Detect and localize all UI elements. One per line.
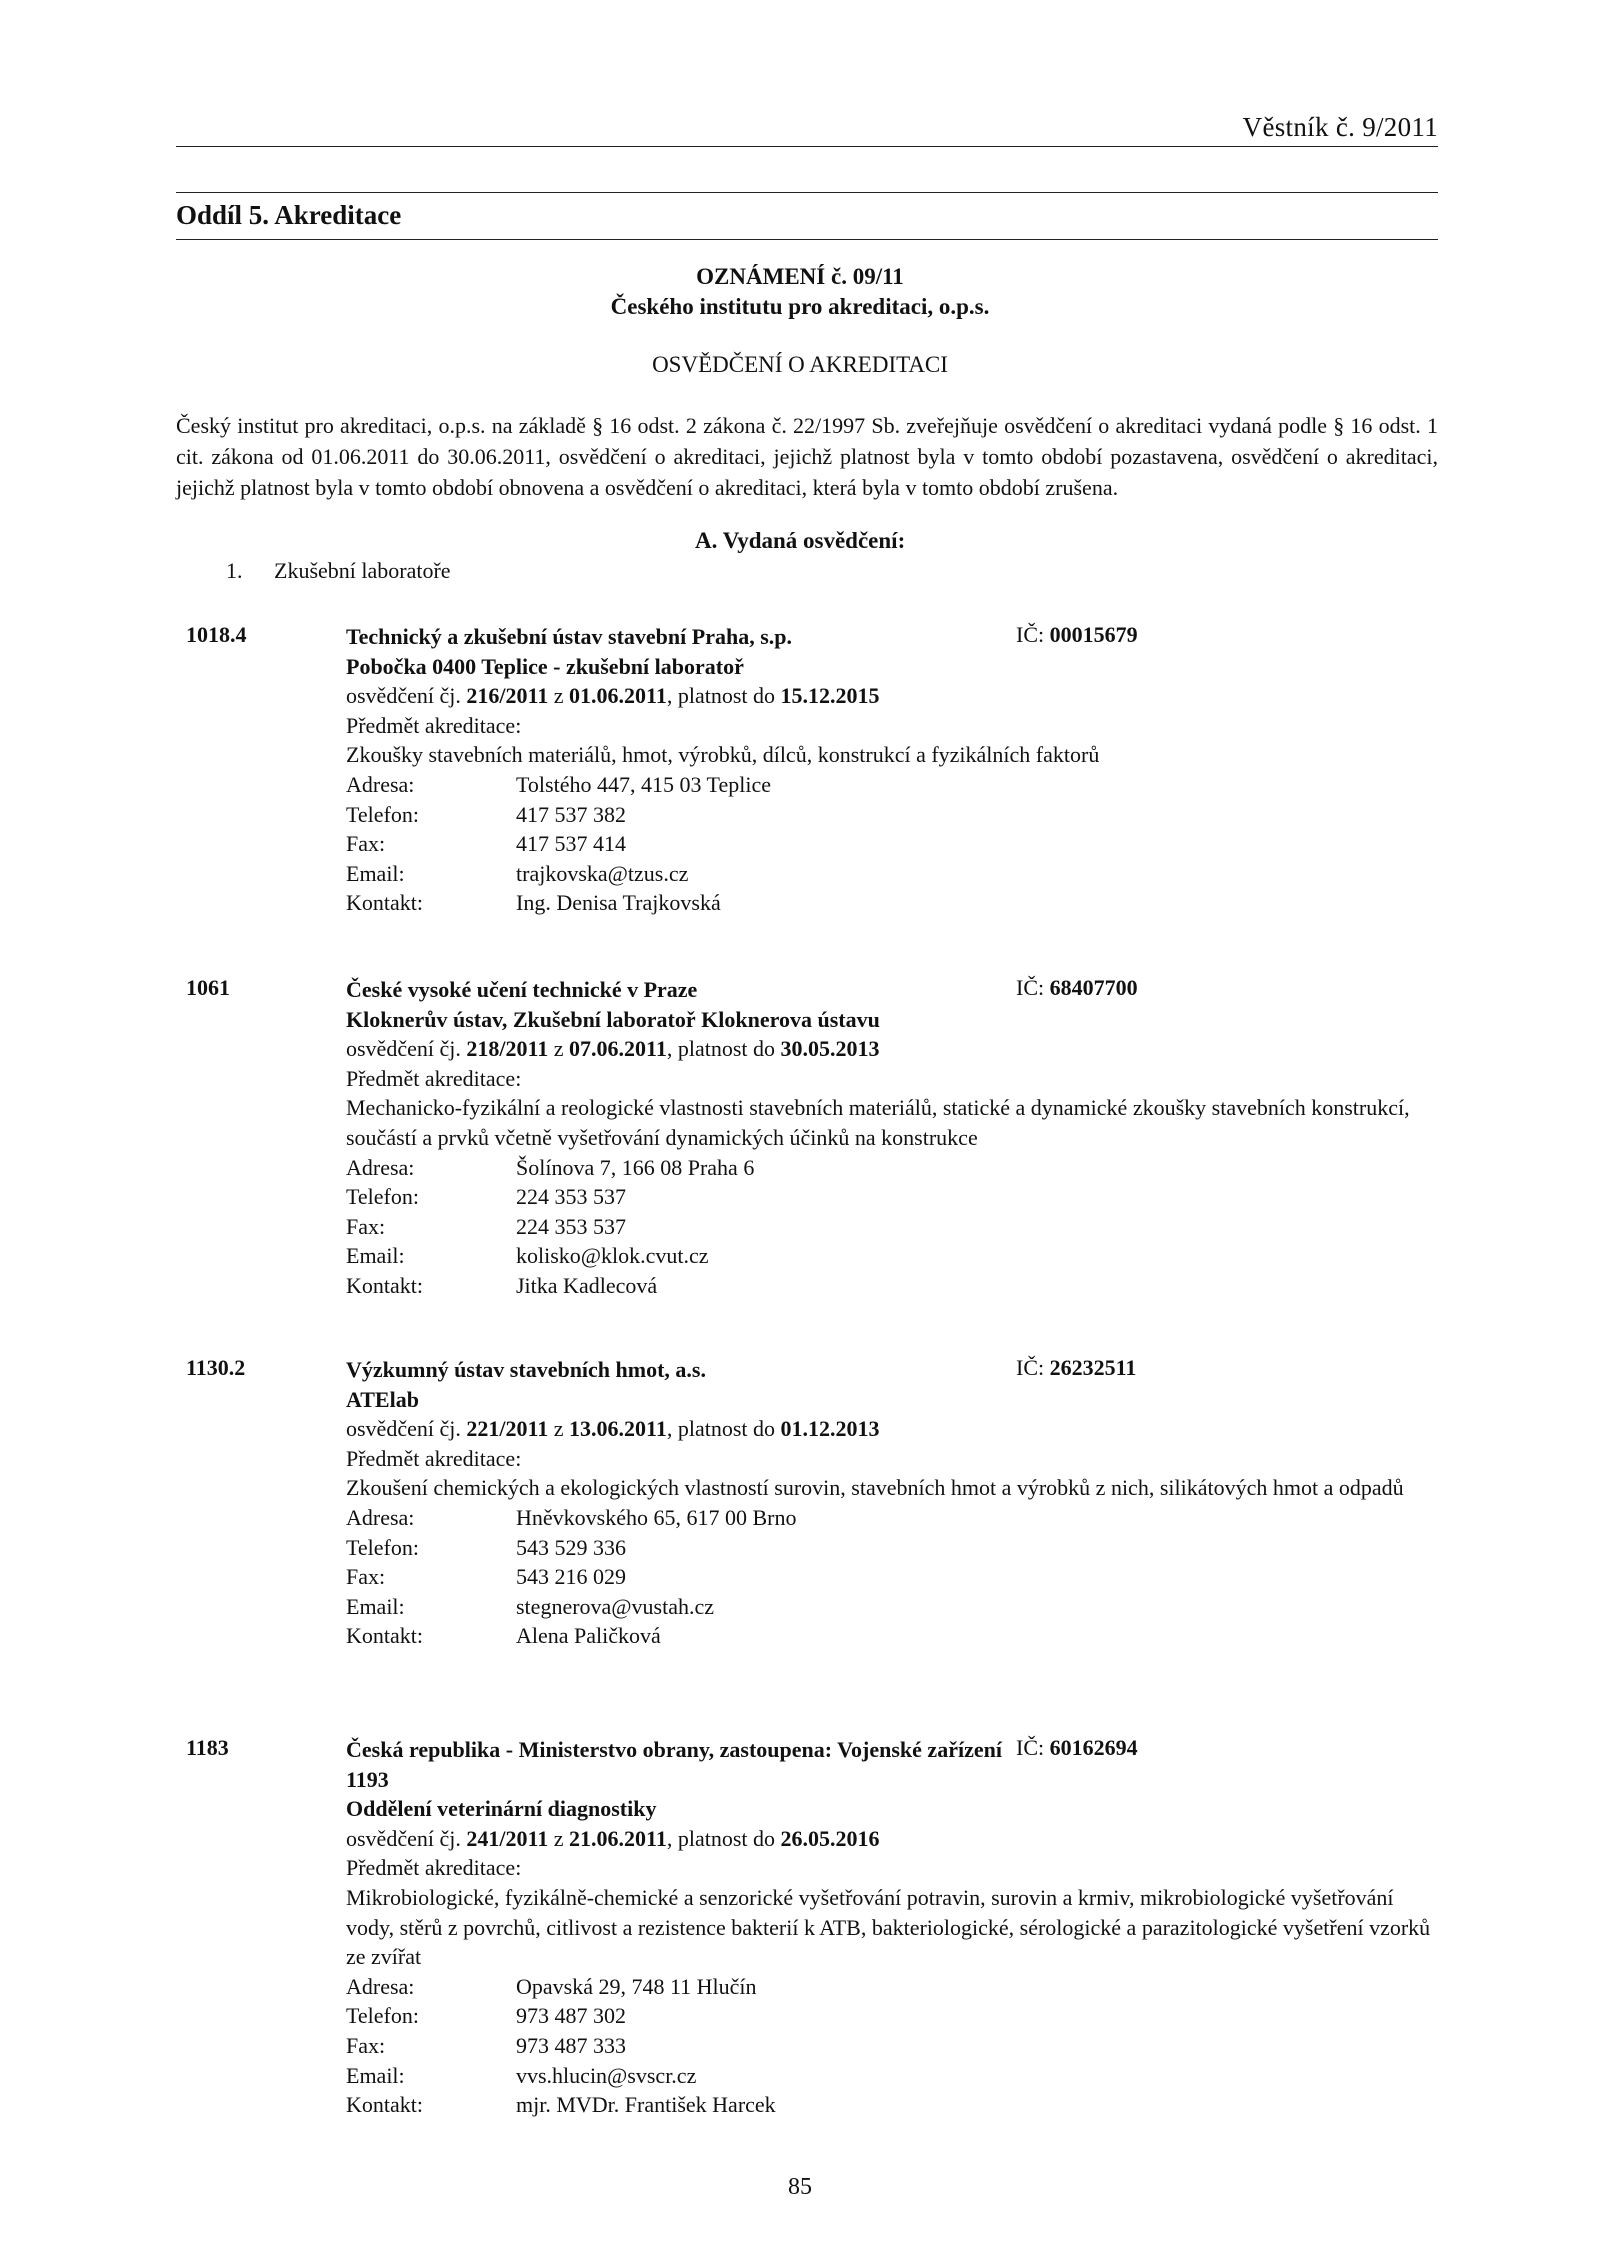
announcement-number: OZNÁMENÍ č. 09/11 (696, 264, 904, 289)
org-unit: Kloknerův ústav, Zkušební laboratoř Kloknerova ústavu (346, 1006, 880, 1032)
subject-label: Předmět akreditace: (346, 712, 522, 738)
contact-row: Kontakt: Ing. Denisa Trajkovská (346, 890, 721, 916)
address-row: Adresa: Opavská 29, 748 11 Hlučín (346, 1973, 757, 1999)
subject-label: Předmět akreditace: (346, 1855, 522, 1881)
section-rule-bottom (176, 239, 1438, 240)
fax-row: Fax: 543 216 029 (346, 1564, 626, 1590)
address-row: Adresa: Hněvkovského 65, 617 00 Brno (346, 1504, 797, 1530)
certificate-line: osvědčení čj. 241/2011 z 21.06.2011, platnost do 26.05.2016 (346, 1825, 880, 1851)
entry-number: 1018.4 (186, 622, 247, 647)
subject-text: Zkoušení chemických a ekologických vlastností surovin, stavebních hmot a výrobků z nich, silikátových hmot a odpadů (346, 1475, 1404, 1501)
fax-row: Fax: 973 487 333 (346, 2032, 626, 2058)
entry-number: 1061 (186, 975, 230, 1000)
fax-row: Fax: 224 353 537 (346, 1213, 626, 1239)
contact-row: Kontakt: Alena Paličková (346, 1623, 661, 1649)
subject-text: Zkoušky stavebních materiálů, hmot, výrobků, dílců, konstrukcí a fyzikálních faktorů (346, 742, 1100, 768)
announcement-subject: OSVĚDČENÍ O AKREDITACI (652, 352, 948, 377)
email-row: Email: vvs.hlucin@svscr.cz (346, 2062, 697, 2088)
entry-ic: IČ: 68407700 (1016, 975, 1138, 1000)
intro-paragraph: Český institut pro akreditaci, o.p.s. na základě § 16 odst. 2 zákona č. 22/1997 Sb. zveřejňuje osvědčení o akreditaci vydaná podle § 16 odst. 1 cit. zákona od 01.06.2011 do 30.06.2011, osvědčení o akreditaci, jejichž platnost byla v tomto období pozastavena, osvědčení o akreditaci, jejichž platnost byla v tomto období obnovena a osvědčení o akreditaci, která byla v tomto období zrušena. (176, 413, 1438, 500)
org-unit: Oddělení veterinární diagnostiky (346, 1796, 657, 1822)
entry-ic: IČ: 00015679 (1016, 622, 1138, 647)
entry-number: 1130.2 (186, 1355, 246, 1380)
contact-row: Kontakt: Jitka Kadlecová (346, 1272, 658, 1298)
certificate-line: osvědčení čj. 216/2011 z 01.06.2011, platnost do 15.12.2015 (346, 683, 880, 709)
subject-label: Předmět akreditace: (346, 1065, 522, 1091)
entry-ic: IČ: 60162694 (1016, 1735, 1138, 1760)
header-rule (176, 146, 1438, 147)
phone-row: Telefon: 224 353 537 (346, 1184, 626, 1210)
email-row: Email: trajkovska@tzus.cz (346, 860, 689, 886)
subsection-title: A. Vydaná osvědčení: (695, 528, 906, 553)
email-row: Email: stegnerova@vustah.cz (346, 1593, 715, 1619)
org-name: České vysoké učení technické v Praze (346, 977, 698, 1002)
org-name: Technický a zkušební ústav stavební Praha, s.p. (346, 624, 793, 649)
entry-ic: IČ: 26232511 (1016, 1355, 1137, 1380)
list-label: Zkušební laboratoře (274, 558, 451, 583)
announcement-issuer: Českého institutu pro akreditaci, o.p.s. (610, 294, 990, 319)
phone-row: Telefon: 973 487 302 (346, 2003, 626, 2029)
address-row: Adresa: Šolínova 7, 166 08 Praha 6 (346, 1154, 755, 1180)
subject-label: Předmět akreditace: (346, 1445, 522, 1471)
fax-row: Fax: 417 537 414 (346, 831, 626, 857)
subject-text: Mikrobiologické, fyzikálně-chemické a senzorické vyšetřování potravin, surovin a krmiv, mikrobiologické vyšetřování vody, stěrů z povrchů, citlivost a rezistence bakterií k ATB, bakteriologické, sérologické a parazitologické vyšetření vzorků ze zvířat (346, 1884, 1431, 1970)
contact-row: Kontakt: mjr. MVDr. František Harcek (346, 2092, 776, 2118)
journal-issue: Věstník č. 9/2011 (1242, 112, 1438, 142)
org-unit: Pobočka 0400 Teplice - zkušební laboratoř (346, 653, 744, 679)
email-row: Email: kolisko@klok.cvut.cz (346, 1243, 709, 1269)
org-name: Výzkumný ústav stavebních hmot, a.s. (346, 1357, 706, 1382)
org-unit: ATElab (346, 1386, 419, 1412)
certificate-line: osvědčení čj. 218/2011 z 07.06.2011, platnost do 30.05.2013 (346, 1036, 880, 1062)
page-number: 85 (788, 2174, 812, 2200)
section-rule-top (176, 192, 1438, 193)
certificate-line: osvědčení čj. 221/2011 z 13.06.2011, platnost do 01.12.2013 (346, 1416, 880, 1442)
section-title: Oddíl 5. Akreditace (176, 200, 402, 230)
phone-row: Telefon: 417 537 382 (346, 801, 626, 827)
list-number: 1. (226, 558, 243, 583)
subject-text: Mechanicko-fyzikální a reologické vlastnosti stavebních materiálů, statické a dynamické zkoušky stavebních konstrukcí, součástí a prvků včetně vyšetřování dynamických účinků na konstrukce (346, 1095, 1410, 1150)
entry-number: 1183 (186, 1735, 229, 1760)
org-name: Česká republika - Ministerstvo obrany, zastoupena: Vojenské zařízení 1193 (346, 1737, 1002, 1792)
address-row: Adresa: Tolstého 447, 415 03 Teplice (346, 771, 771, 797)
phone-row: Telefon: 543 529 336 (346, 1534, 626, 1560)
